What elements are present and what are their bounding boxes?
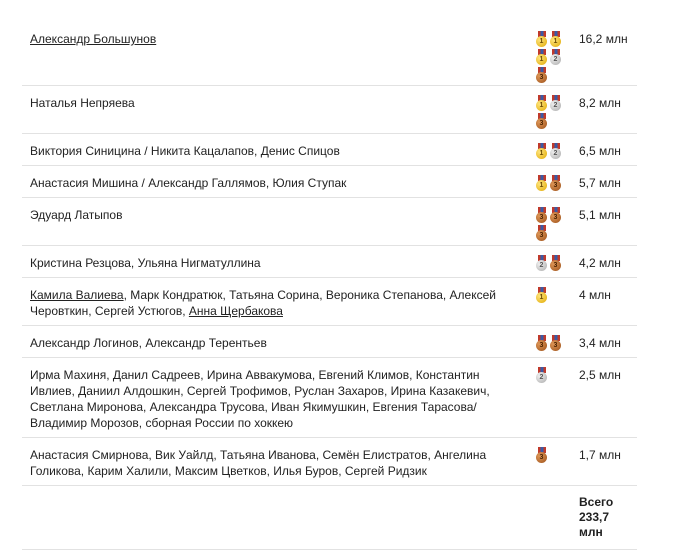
athlete-names	[30, 31, 520, 47]
athlete-names	[30, 207, 520, 223]
medals	[536, 255, 570, 273]
bronze-medal-icon: 3	[550, 335, 562, 351]
total-amount: Всего 233,7 млн	[579, 495, 614, 539]
bronze-medal-icon: 3	[550, 175, 562, 191]
athlete-text: Виктория Синицина / Никита Кацалапов, Денис Спицов	[30, 144, 340, 158]
gold-medal-icon: 1	[536, 143, 548, 159]
bronze-medal-icon: 3	[536, 335, 548, 351]
prize-amount: 5,1 млн	[579, 208, 621, 222]
silver-medal-icon: 2	[550, 49, 562, 65]
bronze-medal-icon: 3	[536, 207, 548, 223]
athlete-link[interactable]: Александр Большунов	[30, 32, 157, 46]
prize-amount: 2,5 млн	[579, 368, 621, 382]
medals	[536, 95, 570, 131]
medals	[536, 175, 570, 193]
prize-amount: 1,7 млн	[579, 448, 621, 462]
silver-medal-icon: 2	[536, 255, 548, 271]
medals	[536, 287, 570, 305]
table-row	[22, 438, 637, 486]
bronze-medal-icon: 3	[550, 207, 562, 223]
prize-amount: 5,7 млн	[579, 176, 621, 190]
athlete-names	[30, 367, 520, 431]
prize-amount: 4 млн	[579, 288, 611, 302]
athlete-link[interactable]: Анна Щербакова	[188, 304, 283, 318]
table-row	[22, 166, 637, 198]
gold-medal-icon: 1	[536, 31, 548, 47]
bronze-medal-icon: 3	[536, 447, 548, 463]
bronze-medal-icon: 3	[536, 225, 548, 241]
athlete-names	[30, 447, 520, 479]
table-row	[22, 22, 637, 86]
gold-medal-icon: 1	[536, 49, 548, 65]
athlete-names	[30, 95, 520, 111]
table-row	[22, 86, 637, 134]
prize-amount: 8,2 млн	[579, 96, 621, 110]
athlete-names	[30, 143, 520, 159]
athlete-names	[30, 175, 520, 191]
athlete-text: Анастасия Смирнова, Вик Уайлд, Татьяна Иванова, Семён Елистратов, Ангелина Голикова, Карим Халили, Максим Цветков, Илья Буров, Сергей Ридзик	[30, 448, 487, 478]
medals	[536, 335, 570, 353]
athlete-text: Эдуард Латыпов	[30, 208, 123, 222]
medals	[536, 447, 570, 465]
prize-amount: 4,2 млн	[579, 256, 621, 270]
table-row	[22, 198, 637, 246]
total-row	[22, 486, 637, 550]
bronze-medal-icon: 3	[550, 255, 562, 271]
silver-medal-icon: 2	[536, 367, 548, 383]
athlete-link[interactable]: Камила Валиева	[30, 288, 124, 302]
athlete-text: Александр Логинов, Александр Терентьев	[30, 336, 267, 350]
prize-amount: 3,4 млн	[579, 336, 621, 350]
prize-amount: 16,2 млн	[579, 32, 628, 46]
table-row	[22, 326, 637, 358]
athlete-names	[30, 255, 520, 271]
athlete-text: , Марк Кондратюк, Татьяна Сорина, Вероника Степанова, Алексей Черовткин, Сергей Устюгов,	[30, 288, 496, 318]
prize-table	[22, 22, 637, 550]
gold-medal-icon: 1	[536, 95, 548, 111]
bronze-medal-icon: 3	[536, 113, 548, 129]
athlete-text: Наталья Непряева	[30, 96, 135, 110]
gold-medal-icon: 1	[536, 175, 548, 191]
athlete-text: Кристина Резцова, Ульяна Нигматуллина	[30, 256, 261, 270]
table-row	[22, 246, 637, 278]
gold-medal-icon: 1	[536, 287, 548, 303]
athlete-text: Ирма Махиня, Данил Садреев, Ирина Аввакумова, Евгений Климов, Константин Ивлиев, Даниил Алдошкин, Сергей Трофимов, Руслан Захаров, Ирина Казакевич, Светлана Миронова, Александра Трусова, Иван Якимушкин, Евгения Тарасова/Владимир Морозов, сборная России по хоккею	[30, 368, 490, 430]
athlete-names	[30, 335, 520, 351]
table-row	[22, 278, 637, 326]
medals	[536, 143, 570, 161]
athlete-names	[30, 287, 520, 319]
table-row	[22, 358, 637, 438]
table-row	[22, 134, 637, 166]
prize-amount: 6,5 млн	[579, 144, 621, 158]
bronze-medal-icon: 3	[536, 67, 548, 83]
medals	[536, 367, 570, 385]
medals	[536, 31, 570, 85]
gold-medal-icon: 1	[550, 31, 562, 47]
athlete-text: Анастасия Мишина / Александр Галлямов, Юлия Ступак	[30, 176, 347, 190]
silver-medal-icon: 2	[550, 95, 562, 111]
medals	[536, 207, 570, 243]
silver-medal-icon: 2	[550, 143, 562, 159]
